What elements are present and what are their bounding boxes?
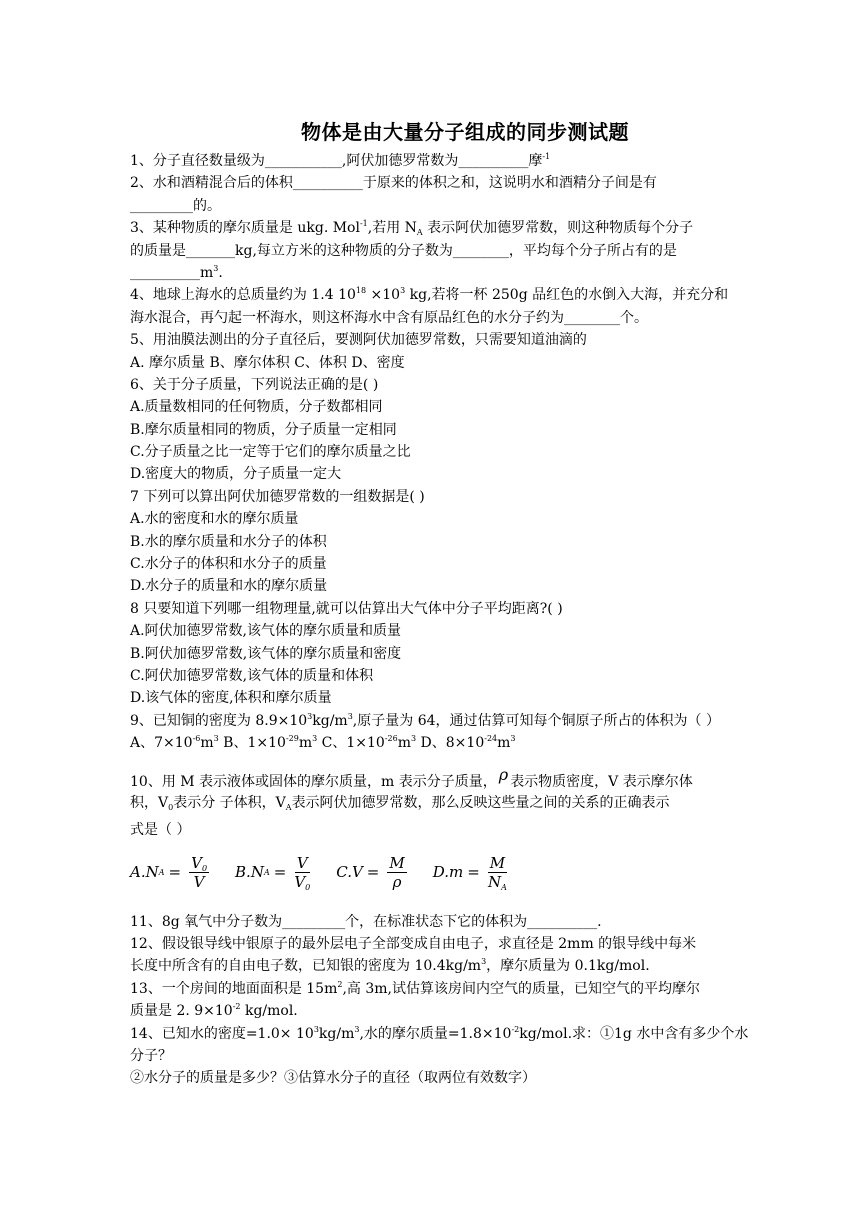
q3-text-a: 3、某种物质的摩尔质量是 ukg. Mol bbox=[130, 220, 360, 237]
q9-option-b-exp: -29 bbox=[285, 734, 299, 744]
q10-line2-b: 表示分 子体积，V bbox=[173, 794, 286, 811]
question-6-stem: 6、关于分子质量，下列说法正确的是( ) bbox=[130, 376, 379, 393]
formula-b-den-sub: 0 bbox=[305, 883, 311, 893]
formula-option-c bbox=[336, 854, 406, 891]
question-9-stem bbox=[130, 710, 735, 732]
question-6-option-c: C.分子质量之比一定等于它们的摩尔质量之比 bbox=[130, 444, 411, 461]
question-6-option-b: B.摩尔质量相同的物质，分子质量一定相同 bbox=[130, 421, 397, 438]
question-3-line-2: 的质量是_______kg,每立方米的这种物质的分子数为________，平均每个分子所占有的是 bbox=[130, 242, 677, 259]
question-10-line-2 bbox=[130, 789, 735, 817]
question-2-line-1: 2、水和酒精混合后的体积__________于原来的体积之和，这说明水和酒精分子间是有 bbox=[130, 175, 657, 192]
question-12-line-2 bbox=[130, 955, 735, 977]
question-7-option-a: A.水的密度和水的摩尔质量 bbox=[130, 511, 299, 528]
q9-text-b: kg/m bbox=[312, 712, 348, 729]
question-7-option-d: D.水分子的质量和水的摩尔质量 bbox=[130, 578, 328, 595]
question-8-option-a: A.阿伏加德罗常数,该气体的摩尔质量和质量 bbox=[130, 623, 402, 640]
q9-sup-2: 3 bbox=[347, 711, 353, 721]
q9-option-c-unit-exp: 3 bbox=[411, 734, 417, 744]
q12-sup: 3 bbox=[481, 957, 487, 967]
q14-text-d: kg/mol.求：①1g 水中含有多少个水 bbox=[519, 1025, 749, 1042]
q9-option-c: C、1×10 bbox=[317, 735, 385, 752]
q3-text-b: ,若用 N bbox=[367, 220, 417, 237]
question-14-line-2: 分子？ bbox=[130, 1047, 172, 1064]
q9-option-a-unit-exp: 3 bbox=[213, 734, 219, 744]
formula-a-fraction bbox=[189, 854, 209, 891]
formula-c-numerator: M bbox=[389, 854, 405, 873]
q9-option-b-unit-exp: 3 bbox=[312, 734, 318, 744]
q4-text-b: ×10 bbox=[366, 287, 401, 304]
q13-line2-b: kg/mol. bbox=[240, 1003, 298, 1020]
question-5-stem: 5、用油膜法测出的分子直径后，要测阿伏加德罗常数，只需要知道油滴的 bbox=[130, 332, 587, 349]
q13-text-a: 13、一个房间的地面面积是 15m bbox=[130, 980, 338, 997]
q3-sup: -1 bbox=[359, 219, 368, 229]
formula-c-fraction bbox=[387, 854, 406, 891]
question-14-line-1 bbox=[130, 1023, 749, 1045]
question-7-stem: 7 下列可以算出阿伏加德罗常数的一组数据是( ) bbox=[130, 488, 425, 505]
q3-line3-b: . bbox=[218, 264, 223, 281]
formula-d-den-sub: A bbox=[501, 883, 507, 893]
q9-option-a-exp: -6 bbox=[192, 734, 201, 744]
q4-sup-1: 18 bbox=[355, 286, 367, 296]
question-9-options bbox=[130, 732, 735, 754]
q9-sup-1: 3 bbox=[307, 711, 313, 721]
formula-b-fraction bbox=[294, 854, 310, 891]
question-8-option-b: B.阿伏加德罗常数,该气体的摩尔质量和密度 bbox=[130, 645, 402, 662]
formula-b-lhs: B.N bbox=[235, 863, 264, 882]
q14-sup-3: -2 bbox=[511, 1024, 520, 1034]
formula-b-eq: = bbox=[273, 863, 287, 882]
formula-d-denominator bbox=[488, 873, 507, 891]
q3-line3-a: __________m bbox=[130, 264, 214, 281]
q14-text-c: ,水的摩尔质量=1.8×10 bbox=[359, 1025, 512, 1042]
question-8-option-c: C.阿伏加德罗常数,该气体的质量和体积 bbox=[130, 667, 374, 684]
q9-option-d-unit-exp: 3 bbox=[510, 734, 516, 744]
q3-text-c: 表示阿伏加德罗常数，则这种物质每个分子 bbox=[422, 220, 694, 237]
formula-a-eq: = bbox=[168, 863, 182, 882]
formula-a-denominator: V bbox=[193, 873, 205, 892]
q12-text-b: ，摩尔质量为 0.1kg/mol. bbox=[486, 958, 650, 975]
q9-text-c: ,原子量为 64，通过估算可知每个铜原子所占的体积为（ ） bbox=[352, 712, 720, 729]
formula-d-den-text: N bbox=[488, 873, 502, 892]
question-2-line-2: _________的。 bbox=[130, 197, 221, 214]
question-11: 11、8g 氧气中分子数为_________个，在标准状态下它的体积为__________. bbox=[130, 913, 602, 930]
rho-symbol: ρ bbox=[498, 764, 509, 784]
q9-text-a: 9、已知铜的密度为 8.9×10 bbox=[130, 712, 308, 729]
question-3-line-3 bbox=[130, 262, 735, 284]
formula-option-b: B.N A = $\frac{V}{V_0}$ bbox=[235, 854, 311, 893]
q13-sup: 2 bbox=[337, 979, 343, 989]
formula-c-eq: = bbox=[366, 863, 380, 882]
q9-option-d-unit: m bbox=[497, 735, 511, 752]
q12-text-a: 长度中所含有的自由电子数，已知银的密度为 10.4kg/m bbox=[130, 958, 482, 975]
question-8-option-d: D.该气体的密度,体积和摩尔质量 bbox=[130, 690, 332, 707]
q13-line2-a: 质量是 2. 9×10 bbox=[130, 1003, 233, 1020]
question-3-line-1 bbox=[130, 217, 735, 239]
question-6-option-d: D.密度大的物质，分子质量一定大 bbox=[130, 466, 342, 483]
q13-line2-sup: -2 bbox=[232, 1002, 241, 1012]
q10-line2-a: 积，V bbox=[130, 794, 169, 811]
formula-a-num-text: V bbox=[191, 854, 202, 873]
formula-b-den-text: V bbox=[294, 873, 306, 892]
formula-b-denominator bbox=[294, 873, 310, 891]
q1-text: 1、分子直径数量级为___________,阿伏加德罗常数为__________摩 bbox=[130, 153, 543, 169]
q10-formula-options bbox=[130, 843, 735, 903]
q10-line2-c: 表示阿伏加德罗常数，那么反映这些量之间的关系的正确表示 bbox=[291, 794, 670, 811]
q1-sup: -1 bbox=[542, 152, 551, 161]
formula-b-numerator: V bbox=[296, 854, 308, 873]
q4-text-c: kg,若将一杯 250g 品红色的水倒入大海，并充分和 bbox=[405, 287, 729, 304]
q9-option-d-exp: -24 bbox=[484, 734, 498, 744]
q9-option-a: A、7×10 bbox=[130, 735, 193, 752]
q9-option-b-unit: m bbox=[298, 735, 313, 752]
q3-line3-sup: 3 bbox=[213, 263, 219, 273]
formula-a-lhs: A.N bbox=[130, 863, 159, 882]
formula-option-d bbox=[433, 854, 507, 891]
formula-d-eq: = bbox=[467, 863, 480, 882]
q10-text-a: 10、用 M 表示液体或固体的摩尔质量，m 表示分子质量， bbox=[130, 773, 497, 790]
question-10-line-3: 式是（ ） bbox=[130, 821, 191, 838]
question-list bbox=[130, 150, 749, 1090]
q14-text-b: kg/m bbox=[318, 1025, 355, 1042]
formula-option-a: A.N A = $\frac{V_0}{V}$ bbox=[130, 854, 208, 892]
q14-sup-1: 3 bbox=[313, 1024, 319, 1034]
q14-sup-2: 3 bbox=[354, 1024, 360, 1034]
question-8-stem: 8 只要知道下列哪一组物理量,就可以估算出大气体中分子平均距离?( ) bbox=[130, 600, 563, 617]
question-4-line-2: 海水混合，再勺起一杯海水，则这杯海水中含有原品红色的水分子约为________个。 bbox=[130, 309, 648, 326]
formula-c-lhs: C.V bbox=[336, 863, 363, 882]
q9-option-b: B、1×10 bbox=[218, 735, 286, 752]
question-13-line-2 bbox=[130, 1000, 735, 1022]
formula-c-denominator: ρ bbox=[392, 873, 402, 892]
q9-option-a-unit: m bbox=[200, 735, 214, 752]
page-title: 物体是由大量分子组成的同步测试题 bbox=[301, 120, 629, 144]
formula-d-lhs: D.m bbox=[432, 863, 464, 882]
question-12-line-1: 12、假设银导线中银原子的最外层电子全部变成自由电子，求直径是 2mm 的银导线中每米 bbox=[130, 935, 697, 952]
q14-text-a: 14、已知水的密度=1.0× 10 bbox=[130, 1025, 314, 1042]
question-6-option-a: A.质量数相同的任何物质，分子数都相同 bbox=[130, 399, 383, 416]
formula-d-fraction bbox=[488, 854, 507, 891]
q9-option-c-unit: m bbox=[397, 735, 411, 752]
q9-option-d: D、8×10 bbox=[416, 735, 485, 752]
q13-text-b: ,高 3m,试估算该房间内空气的质量，已知空气的平均摩尔 bbox=[342, 980, 700, 997]
question-7-option-b: B.水的摩尔质量和水分子的体积 bbox=[130, 533, 327, 550]
question-10-line-1 bbox=[130, 761, 735, 789]
question-13-line-1 bbox=[130, 978, 735, 1000]
question-7-option-c: C.水分子的体积和水分子的质量 bbox=[130, 556, 327, 573]
q4-text-a: 4、地球上海水的总质量约为 1.4 10 bbox=[130, 287, 356, 304]
question-14-line-3: ②水分子的质量是多少？③估算水分子的直径（取两位有效数字） bbox=[130, 1070, 536, 1087]
formula-d-numerator: M bbox=[489, 854, 506, 873]
q10-sub-1: 0 bbox=[168, 802, 174, 812]
q10-text-b: 表示物质密度，V 表示摩尔体 bbox=[510, 773, 693, 790]
formula-a-num-sub: 0 bbox=[201, 864, 208, 874]
q3-sub: A bbox=[416, 228, 423, 238]
q10-sub-2: A bbox=[285, 802, 292, 812]
formula-a-numerator bbox=[189, 854, 209, 873]
question-5-options: A. 摩尔质量 B、摩尔体积 C、体积 D、密度 bbox=[130, 354, 405, 371]
q4-sup-2: 3 bbox=[400, 286, 406, 296]
question-4-line-1 bbox=[130, 284, 735, 306]
question-1 bbox=[130, 150, 735, 172]
q9-option-c-exp: -26 bbox=[384, 734, 398, 744]
